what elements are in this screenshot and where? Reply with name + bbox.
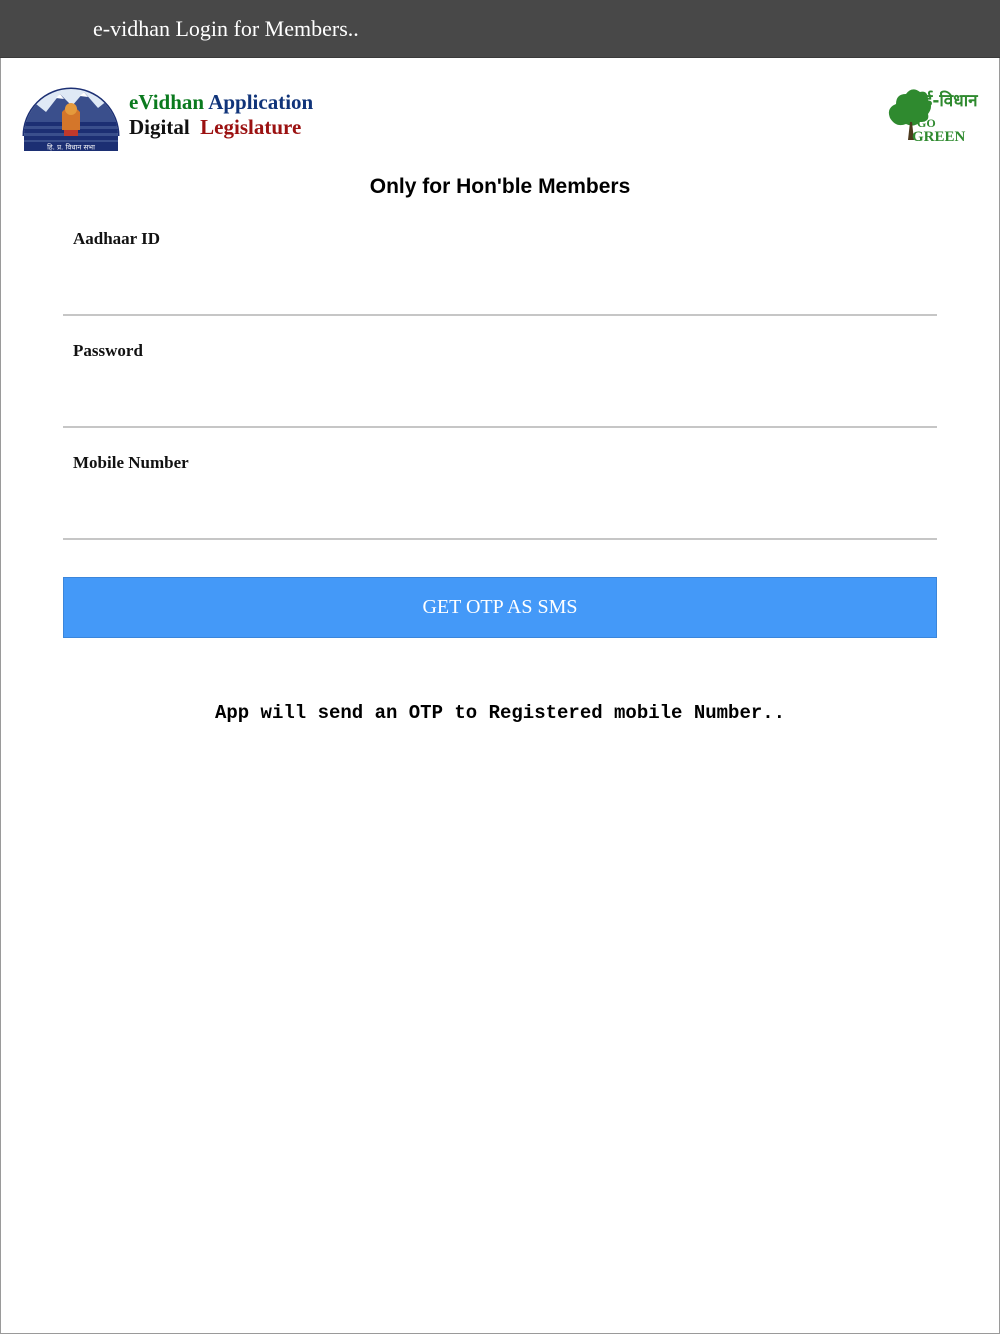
go-green-go: GO — [917, 116, 936, 130]
vidhan-sabha-emblem-icon — [22, 78, 120, 152]
brand-digital: Digital — [129, 115, 190, 139]
mobile-number-input[interactable] — [63, 500, 937, 540]
aadhaar-label: Aadhaar ID — [73, 229, 161, 248]
brand-legislature: Legislature — [200, 115, 302, 139]
password-input[interactable] — [63, 388, 937, 428]
brand-evidhan: eVidhan — [129, 90, 205, 114]
brand-title — [129, 90, 313, 140]
go-green-green: GREEN — [912, 129, 966, 145]
password-label: Password — [73, 341, 143, 360]
mobile-number-label: Mobile Number — [73, 453, 189, 472]
get-otp-button[interactable]: GET OTP AS SMS — [63, 577, 937, 638]
form-heading: Only for Hon'ble Members — [369, 175, 631, 198]
brand-application: Application — [208, 90, 314, 114]
otp-info-note: App will send an OTP to Registered mobile Number.. — [214, 702, 786, 724]
page-title: e-vidhan Login for Members.. — [93, 16, 359, 41]
title-bar — [0, 0, 1000, 58]
aadhaar-input[interactable] — [63, 276, 937, 316]
go-green-devanagari: ई-विधान — [924, 91, 978, 111]
emblem-caption: हि. प्र. विधान सभा — [47, 143, 95, 152]
go-green-logo-icon — [884, 84, 982, 146]
